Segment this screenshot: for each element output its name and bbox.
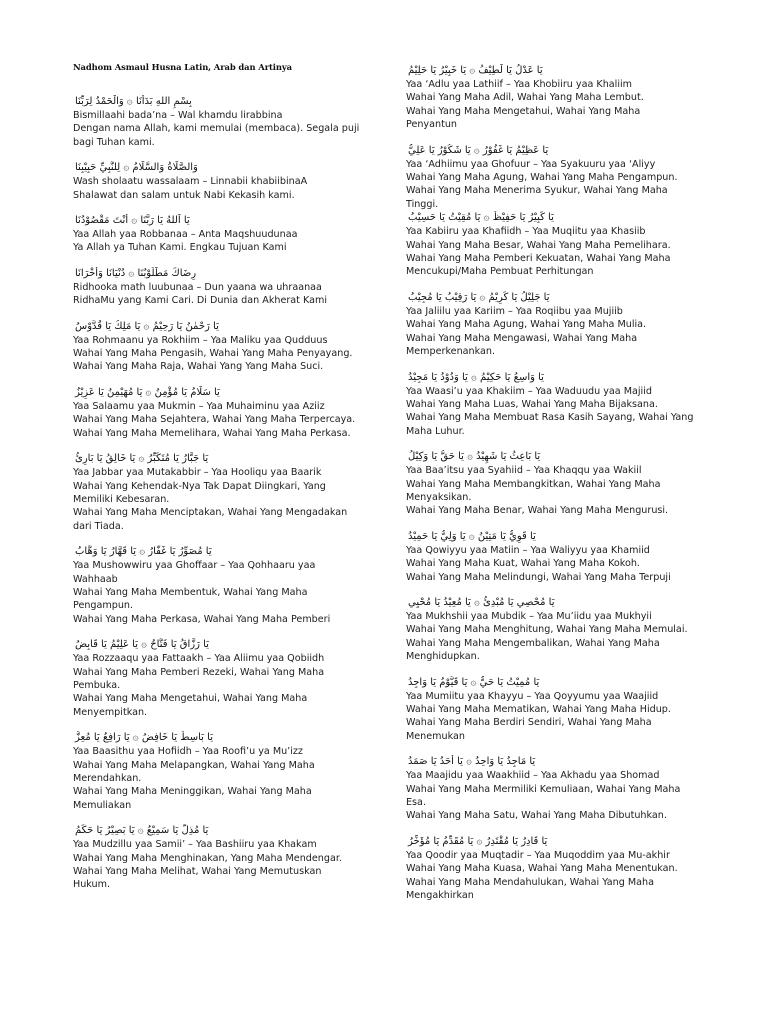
translation-line: Wahai Yang Maha Kuat, Wahai Yang Maha Kokoh. <box>406 558 640 570</box>
arabic-verse: يَا مُصَوِّرُ يَا غَفَّارُ ۞ يَا قَهَّارُ يَا وَهَّابُ <box>75 546 212 558</box>
latin-transliteration: Yaa Qowiyyu yaa Matiin – Yaa Waliyyu yaa Khamiid <box>406 544 650 556</box>
translation-line: Wahai Yang Maha Menciptakan, Wahai Yang Mengadakan <box>73 507 348 519</box>
translation-line: Penyantun <box>406 119 457 131</box>
latin-transliteration: Yaa Mudzillu yaa Samii’ – Yaa Bashiiru yaa Khakam <box>73 839 317 851</box>
translation-line: Wahai Yang Maha Agung, Wahai Yang Maha Pengampun. <box>406 172 678 184</box>
translation-line: Pembuka. <box>73 679 121 691</box>
translation-line: Maha Luhur. <box>406 425 465 437</box>
arabic-verse: يَا بَاسِطُ يَا خَافِضُ ۞ يَا رَافِعُ يَا مُعِزُّ <box>75 732 213 744</box>
nadhom-entry <box>406 291 706 359</box>
right-column <box>406 64 706 902</box>
nadhom-entry <box>406 64 706 132</box>
arabic-verse: يَا عَدْلُ يَا لَطِيْفُ ۞ يَا خَبِيْرُ يَا حَلِيْمُ <box>408 65 543 76</box>
translation-line: Wahai Yang Maha Menghitung, Wahai Yang Maha Memulai. <box>406 624 688 636</box>
nadhom-entry <box>406 211 706 279</box>
translation-line: Wahai Yang Maha Besar, Wahai Yang Maha Pemelihara. <box>406 239 671 251</box>
translation-line: Ya Allah ya Tuhan Kami. Engkau Tujuan Kami <box>73 242 287 254</box>
nadhom-entry <box>73 638 373 719</box>
latin-transliteration: Yaa Mumiitu yaa Khayyu – Yaa Qoyyumu yaa Waajiid <box>406 690 659 702</box>
translation-line: Merendahkan. <box>73 773 142 784</box>
nadhom-entry <box>73 214 373 255</box>
latin-transliteration: Yaa Rozzaaqu yaa Fattaakh – Yaa Aliimu yaa Qobiidh <box>73 653 325 665</box>
nadhom-entry <box>73 161 373 202</box>
translation-line: Memuliakan <box>73 799 132 811</box>
latin-transliteration: Yaa Kabiiru yaa Khafiidh – Yaa Muqiitu yaa Khasiib <box>406 226 646 238</box>
latin-transliteration: Yaa Allah yaa Robbanaa – Anta Maqshuudunaa <box>73 229 298 241</box>
arabic-verse: رِضَاكَ مَطْلُوْبُنَا ۞ دُنْيَانَا وَأُخْرَانَا <box>75 267 197 279</box>
document-title: Nadhom Asmaul Husna Latin, Arab dan Artinya <box>73 62 292 72</box>
latin-transliteration: Yaa Mushowwiru yaa Ghoffaar – Yaa Qohhaaru yaa <box>73 560 316 572</box>
arabic-verse: يَا جَلِيْلُ يَا كَرِيْمُ ۞ يَا رَقِيْبُ يَا مُجِيْبُ <box>408 291 550 303</box>
arabic-verse: يَا مُذِلُّ يَا سَمِيْعُ ۞ يَا بَصِيْرُ يَا حَكَمُ <box>75 825 209 837</box>
translation-line: Menghidupkan. <box>406 651 480 663</box>
translation-line: Wahai Yang Maha Mematikan, Wahai Yang Maha Hidup. <box>406 704 671 715</box>
arabic-verse: يَا مُمِيْتُ يَا حَيُّ ۞ يَا قَيُّوْمُ يَا وَاجِدُ <box>408 676 540 688</box>
translation-line: Wahai Yang Maha Mendahulukan, Wahai Yang Maha <box>406 876 654 888</box>
translation-line: Wahai Yang Maha Raja, Wahai Yang Yang Maha Suci. <box>73 361 324 373</box>
latin-transliteration: Yaa Salaamu yaa Mukmin – Yaa Muhaiminu yaa Aziiz <box>73 400 325 412</box>
translation-line: Wahai Yang Maha Mengawasi, Wahai Yang Maha <box>406 332 638 344</box>
translation-line: Wahai Yang Maha Melapangkan, Wahai Yang Maha <box>73 759 315 771</box>
translation-line: Wahai Yang Maha Membuat Rasa Kasih Sayang, Wahai Yang <box>406 412 694 424</box>
nadhom-entry <box>406 530 706 584</box>
latin-transliteration: Yaa Rohmaanu ya Rokhiim – Yaa Maliku yaa Qudduus <box>73 334 328 346</box>
left-column <box>73 62 373 892</box>
latin-transliteration: Yaa Baa’itsu yaa Syahiid – Yaa Khaqqu yaa Wakiil <box>406 465 642 477</box>
nadhom-entry <box>73 731 373 812</box>
translation-line: Wahai Yang Maha Mengembalikan, Wahai Yang Maha <box>406 637 660 649</box>
latin-transliteration: Yaa Mukhshii yaa Mubdik – Yaa Mu’iidu yaa Mukhyii <box>406 610 652 622</box>
nadhom-entry <box>73 545 373 626</box>
translation-line: Wahai Yang Maha Meninggikan, Wahai Yang Maha <box>73 786 312 798</box>
latin-transliteration: Wash sholaatu wassalaam – Linnabii khabiibinaA <box>73 176 308 188</box>
arabic-verse: يَا قَادِرُ يَا مُقْتَدِرُ ۞ يَا مُقَدِّمُ يَا مُؤَخِّرُ <box>408 835 548 847</box>
latin-transliteration: Yaa Jabbar yaa Mutakabbir – Yaa Hooliqu yaa Baarik <box>73 467 322 479</box>
nadhom-entry <box>406 676 706 744</box>
latin-transliteration: Yaa ‘Adlu yaa Lathiif – Yaa Khobiiru yaa Khaliim <box>406 79 632 90</box>
nadhom-entry <box>406 371 706 439</box>
nadhom-entry <box>406 835 706 903</box>
nadhom-entry <box>73 452 373 533</box>
nadhom-entry <box>406 596 706 664</box>
arabic-verse: يَا كَبِيْرُ يَا حَفِيْظُ ۞ يَا مُقِيْتُ يَا حَسِيْبُ <box>408 212 554 224</box>
translation-line: Wahai Yang Maha Membangkitkan, Wahai Yang Maha <box>406 478 661 490</box>
arabic-verse: يَا جَبَّارُ يَا مُتَكَبِّرُ ۞ يَا خَالِقُ يَا بَارِئُ <box>75 453 209 465</box>
arabic-verse: يَا قَوِيُّ يَا مَتِيْنُ ۞ يَا وَلِيُّ يَا حَمِيْدُ <box>408 530 536 542</box>
translation-line: Menyempitkan. <box>73 706 148 718</box>
arabic-verse: يَا سَلَامُ يَا مُؤْمِنُ ۞ يَا مُهَيْمِنُ يَا عَزِيْزُ <box>75 386 220 398</box>
translation-line: Menemukan <box>406 730 465 742</box>
nadhom-entry <box>73 386 373 440</box>
translation-line: Wahai Yang Maha Mengetahui, Wahai Yang Maha <box>73 693 308 705</box>
nadhom-entry <box>73 824 373 892</box>
translation-line: Wahai Yang Maha Menghinakan, Yang Maha Mendengar. <box>73 852 342 864</box>
nadhom-entry <box>73 320 373 374</box>
translation-line: Memperkenankan. <box>406 346 496 358</box>
translation-line: Wahai Yang Maha Mengetahui, Wahai Yang Maha <box>406 105 641 117</box>
translation-line: Mengakhirkan <box>406 890 474 902</box>
translation-line: Wahai Yang Maha Melindungi, Wahai Yang Maha Terpuji <box>406 571 671 583</box>
arabic-verse: يَا اَللهُ يَا رَبَّنَا ۞ أَنْتَ مَقْصُوْدُنَا <box>75 215 190 227</box>
translation-line: Wahai Yang Maha Pemberi Kekuatan, Wahai Yang Maha <box>406 253 671 265</box>
translation-line: Menyaksikan. <box>406 491 472 503</box>
arabic-verse: يَا مَاجِدُ يَا وَاحِدُ ۞ يَا أَحَدُ يَا صَمَدُ <box>408 756 536 768</box>
translation-line: Memiliki Kebesaran. <box>73 493 170 505</box>
translation-line: Wahai Yang Maha Memelihara, Wahai Yang Maha Perkasa. <box>73 427 351 439</box>
translation-line: Esa. <box>406 797 426 809</box>
arabic-verse: يَا رَحْمٰنُ يَا رَحِيْمُ ۞ يَا مَلِكُ يَا قُدُّوْسُ <box>75 320 219 332</box>
translation-line: Wahai Yang Maha Berdiri Sendiri, Wahai Yang Maha <box>406 717 652 729</box>
arabic-verse: وَالصَّلَاةُ وَالسَّلَامُ ۞ لِلنَّبِيِّ حَبِيْبِنَا <box>75 162 198 174</box>
arabic-verse: بِسْمِ اللهِ بَدَأْنَا ۞ وَالْحَمْدُ لِرَبِّنَا <box>75 96 192 107</box>
arabic-verse: يَا مُحْصِي يَا مُبْدِئُ ۞ يَا مُعِيْدُ يَا مُحْيِي <box>408 596 555 608</box>
translation-line: Shalawat dan salam untuk Nabi Kekasih kami. <box>73 189 295 201</box>
latin-transliteration: Yaa ‘Adhiimu yaa Ghofuur – Yaa Syakuuru yaa ‘Aliyy <box>406 158 656 170</box>
arabic-verse: يَا رَزَّاقُ يَا فَتَّاحُ ۞ يَا عَلِيْمُ يَا قَابِضُ <box>75 639 209 651</box>
translation-line: Wahai Yang Maha Agung, Wahai Yang Maha Mulia. <box>406 319 647 331</box>
nadhom-entry <box>73 95 373 149</box>
translation-line: Wahai Yang Maha Kuasa, Wahai Yang Maha Menentukan. <box>406 863 678 875</box>
translation-line: Dengan nama Allah, kami memulai (membaca). Segala puji <box>73 123 360 135</box>
nadhom-entry <box>73 267 373 308</box>
translation-line: Wahai Yang Maha Menerima Syukur, Wahai Yang Maha <box>406 185 668 197</box>
translation-line: bagi Tuhan kami. <box>73 136 155 148</box>
translation-line: Tinggi. <box>406 198 439 210</box>
latin-transliteration: Ridhooka math luubunaa – Dun yaana wa uhraanaa <box>73 281 322 293</box>
translation-line: Wahai Yang Maha Membentuk, Wahai Yang Maha <box>73 586 308 598</box>
latin-transliteration: Yaa Qoodir yaa Muqtadir – Yaa Muqoddim yaa Mu-akhir <box>406 849 670 861</box>
latin-transliteration: Yaa Jaliilu yaa Kariim – Yaa Roqiibu yaa Mujiib <box>406 305 623 317</box>
translation-line: dari Tiada. <box>73 520 124 532</box>
translation-line: Wahai Yang Maha Melihat, Wahai Yang Memutuskan <box>73 866 322 878</box>
latin-transliteration: Yaa Baasithu yaa Hofiidh – Yaa Roofi’u ya Mu’izz <box>73 746 303 758</box>
translation-line: Wahai Yang Kehendak-Nya Tak Dapat Diingkari, Yang <box>73 480 326 492</box>
translation-line: Wahai Yang Maha Satu, Wahai Yang Maha Dibutuhkan. <box>406 810 667 822</box>
translation-line: RidhaMu yang Kami Cari. Di Dunia dan Akherat Kami <box>73 295 328 307</box>
translation-line: Mencukupi/Maha Pembuat Perhitungan <box>406 266 594 278</box>
latin-transliteration: Bismillaahi bada’na – Wal khamdu lirabbina <box>73 110 283 121</box>
latin-transliteration: Yaa Maajidu yaa Waakhiid – Yaa Akhadu yaa Shomad <box>406 770 660 782</box>
translation-line: Hukum. <box>73 879 111 891</box>
translation-line: Wahai Yang Maha Luas, Wahai Yang Maha Bijaksana. <box>406 398 658 410</box>
translation-line: Wahhaab <box>73 573 118 585</box>
translation-line: Wahai Yang Maha Sejahtera, Wahai Yang Maha Terpercaya. <box>73 414 356 426</box>
nadhom-entry <box>406 755 706 823</box>
arabic-verse: يَا عَظِيْمُ يَا غَفُوْرُ ۞ يَا شَكُوْرُ يَا عَلِيُّ <box>408 144 549 156</box>
nadhom-entry <box>406 144 706 212</box>
translation-line: Wahai Yang Maha Pemberi Rezeki, Wahai Yang Maha <box>73 666 325 678</box>
translation-line: Wahai Yang Maha Benar, Wahai Yang Maha Mengurusi. <box>406 505 669 517</box>
arabic-verse: يَا وَاسِعُ يَا حَكِيْمُ ۞ يَا وَدُوْدُ يَا مَجِيْدُ <box>408 371 544 383</box>
translation-line: Wahai Yang Maha Adil, Wahai Yang Maha Lembut. <box>406 92 644 104</box>
arabic-verse: يَا بَاعِثُ يَا شَهِيْدُ ۞ يَا حَقُّ يَا وَكِيْلُ <box>408 451 541 463</box>
translation-line: Wahai Yang Maha Mermiliki Kemuliaan, Wahai Yang Maha <box>406 783 681 795</box>
translation-line: Wahai Yang Maha Pengasih, Wahai Yang Maha Penyayang. <box>73 348 353 360</box>
latin-transliteration: Yaa Waasi’u yaa Khakiim – Yaa Waduudu yaa Majiid <box>406 385 652 397</box>
translation-line: Pengampun. <box>73 600 134 612</box>
translation-line: Wahai Yang Maha Perkasa, Wahai Yang Maha Pemberi <box>73 613 331 625</box>
nadhom-entry <box>406 450 706 518</box>
